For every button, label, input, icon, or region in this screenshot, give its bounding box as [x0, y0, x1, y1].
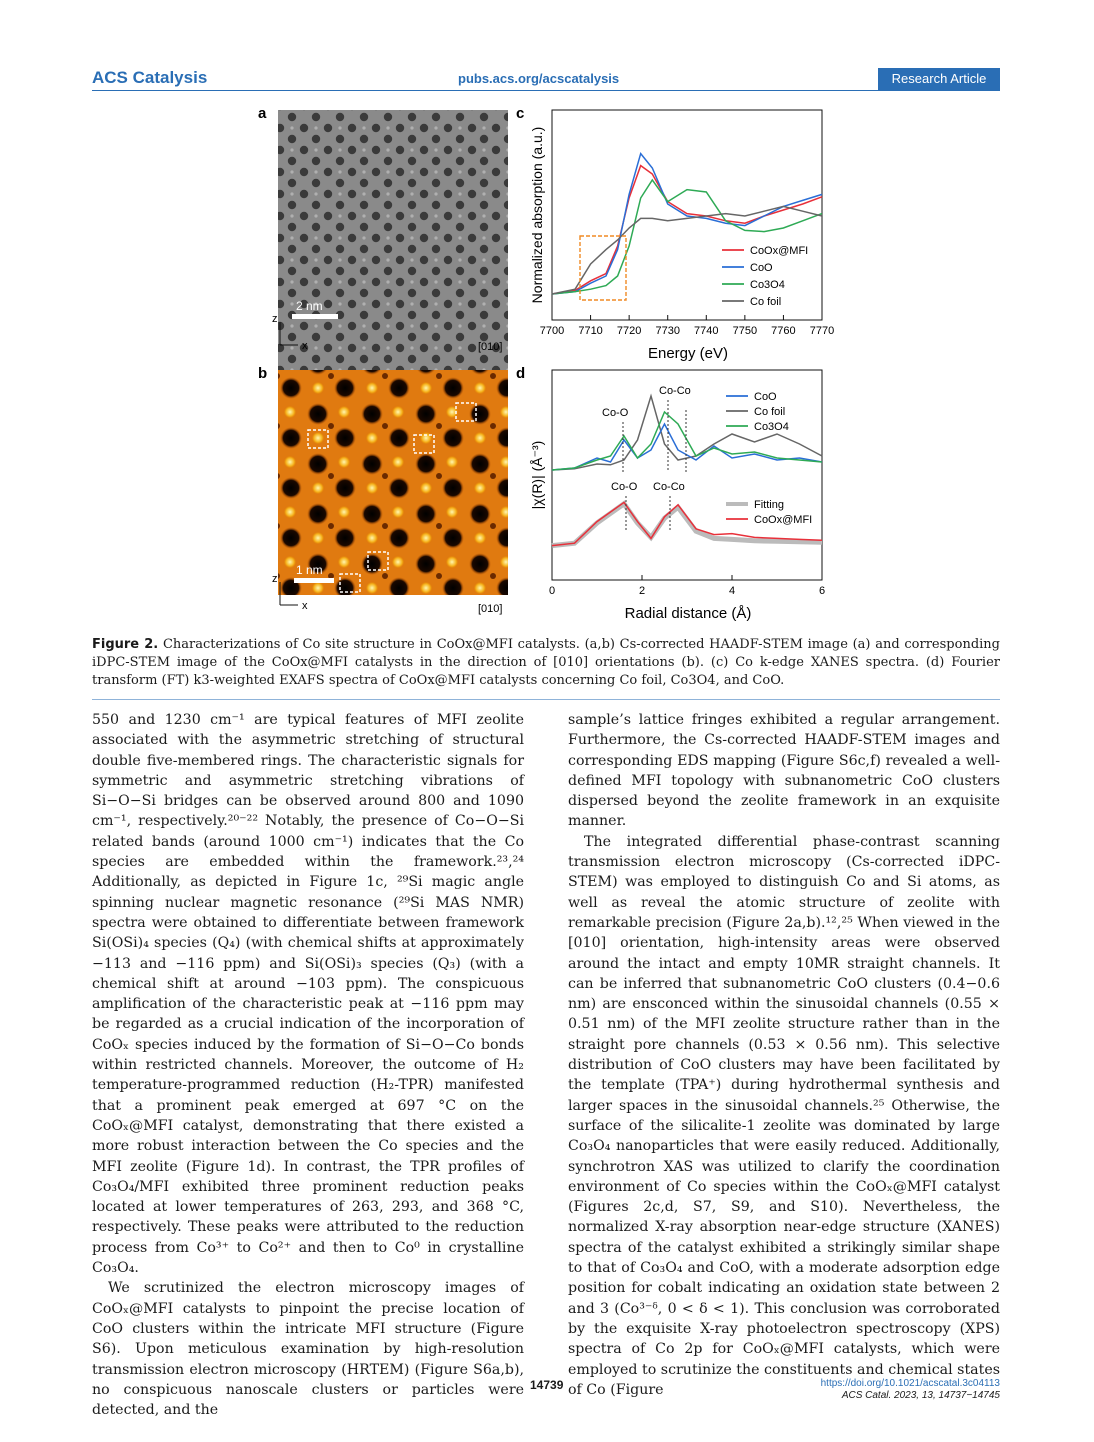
- x-tick-label: 4: [728, 585, 736, 597]
- series-line: [552, 166, 822, 294]
- annotation-co-co-bottom: Co-Co: [653, 481, 685, 493]
- plot-frame-d: [552, 370, 822, 580]
- x-tick-label: 6: [818, 585, 826, 597]
- paragraph: sample’s lattice fringes exhibited a regular arrangement. Furthermore, the Cs-corrected HAADF-STEM images and corresponding EDS mapping (Figure S6c,f) revealed a well-defined MFI topology with subnanometric CoO clusters dispersed beyond the zeolite framework in an exquisite manner.: [568, 712, 1000, 830]
- legend-label: CoO: [754, 391, 777, 403]
- ylabel-c: Normalized absorption (a.u.): [529, 126, 545, 304]
- scale-bar-b: [294, 578, 334, 583]
- panel-b-label: b: [258, 365, 268, 382]
- legend-label: CoOx@MFI: [750, 245, 809, 257]
- panel-d-label: d: [516, 365, 526, 382]
- legend-label: Co foil: [750, 296, 782, 308]
- page-number: 14739: [530, 1378, 564, 1392]
- orientation-a: [010]: [478, 341, 503, 353]
- paragraph: We scrutinized the electron microscopy images of CoOₓ@MFI catalysts to pinpoint the precise location of CoO clusters within the intricate MFI structure (Figure S6). Upon meticulous examination by high-resolution transmission electron microscopy (HRTEM) (Figure S6a,b), no conspicuous nanoscale clusters or particles were detected, and the: [92, 1280, 524, 1419]
- figure-2: [250, 100, 850, 625]
- x-tick-label: 7710: [578, 325, 603, 337]
- axis-x-b: x: [302, 600, 308, 612]
- x-tick-label: 2: [638, 585, 646, 597]
- scale-bar-a: [292, 314, 338, 319]
- axis-z-a: z: [272, 313, 278, 325]
- right-column: [568, 710, 1000, 1400]
- series-line: [552, 180, 822, 294]
- annotation-co-o-top: Co-O: [602, 407, 629, 419]
- xlabel-c: Energy (eV): [647, 345, 729, 362]
- footer-citation: [821, 1378, 1000, 1402]
- legend-label: Co3O4: [750, 279, 785, 291]
- x-tick-label: 7760: [771, 325, 796, 337]
- header-rule: [92, 90, 1000, 91]
- article-type-badge: Research Article: [878, 68, 1000, 90]
- caption-separator: [92, 699, 1000, 700]
- x-tick-label: 7720: [616, 325, 642, 337]
- panel-c-label: c: [516, 105, 525, 122]
- legend-label: CoO: [750, 262, 773, 274]
- journal-url-link[interactable]: pubs.acs.org/acscatalysis: [458, 71, 620, 86]
- caption-lead: Figure 2.: [92, 637, 159, 652]
- xlabel-d: Radial distance (Å): [624, 605, 752, 622]
- x-tick-label: 7750: [732, 325, 758, 337]
- ylabel-d: |χ(R)| (Å⁻³): [529, 440, 545, 510]
- journal-name[interactable]: ACS Catalysis: [92, 68, 208, 87]
- paragraph: 550 and 1230 cm⁻¹ are typical features of MFI zeolite associated with the asymmetric stretching of structural double five-membered rings. The characteristic signals for symmetric and asymmetric stretching vibrations of Si−O−Si bridges can be observed around 800 and 1090 cm⁻¹, respectively.²⁰⁻²² Notably, the presence of Co−O−Si related bands (around 1000 cm⁻¹) indicates that the Co species are embedded within the framework.²³,²⁴ Additionally, as depicted in Figure 1c, ²⁹Si magic angle spinning nuclear magnetic resonance (²⁹Si MAS NMR) spectra were obtained to differentiate between framework Si(OSi)₄ species (Q₄) (with chemical shifts at approximately −113 and −116 ppm) and Si(OSi)₃ species (Q₃) (with a chemical shift at around −103 ppm). The conspicuous amplification of the characteristic peak at −116 ppm may be regarded as a crucial indication of the incorporation of CoOₓ species induced by the formation of Si−O−Co bonds within restricted channels. Moreover, the outcome of H₂ temperature-programmed reduction (H₂-TPR) manifested that a prominent peak emerged at 697 °C on the CoOₓ@MFI catalyst, demonstrating that there existed a more robust interaction between the Co species and the MFI zeolite (Figure 1d). In contrast, the TPR profiles of Co₃O₄/MFI exhibited three prominent reduction peaks located at lower temperatures of 263, 293, and 368 °C, respectively. These peaks were attributed to the reduction process from Co³⁺ to Co²⁺ and then to Co⁰ in crystalline Co₃O₄.: [92, 712, 524, 1277]
- scale-label-a: 2 nm: [296, 299, 323, 313]
- doi-link[interactable]: https://doi.org/10.1021/acscatal.3c04113: [820, 1378, 1000, 1389]
- axis-z-b: z: [272, 573, 278, 585]
- legend-label: Co foil: [754, 406, 786, 418]
- x-tick-label: 7770: [809, 325, 835, 337]
- scale-label-b: 1 nm: [296, 563, 323, 577]
- xanes-plot: [529, 110, 834, 362]
- annotation-co-co-top: Co-Co: [659, 385, 691, 397]
- left-column: [92, 710, 524, 1420]
- figure-caption: [92, 636, 1000, 690]
- exafs-plot: [529, 370, 825, 622]
- panel-a-label: a: [258, 105, 267, 122]
- legend-label: Fitting: [754, 499, 784, 511]
- axis-x-a: x: [302, 340, 308, 352]
- series-line: [552, 154, 822, 294]
- legend-label: Co3O4: [754, 421, 789, 433]
- x-tick-label: 7700: [539, 325, 565, 337]
- paragraph: The integrated differential phase-contrast scanning transmission electron microscopy (Cs-corrected iDPC-STEM) was employed to distinguish Co and Si atoms, as well as reveal the atomic structure of zeolite with remarkable precision (Figure 2a,b).¹²,²⁵ When viewed in the [010] orientation, high-intensity areas were observed around the intact and empty 10MR straight channels. It can be inferred that subnanometric CoO clusters (0.4−0.6 nm) are ensconced within the sinusoidal channels (0.55 × 0.51 nm) of the MFI zeolite structure rather than in the straight pore channels (0.53 × 0.56 nm). This selective distribution of CoO clusters may have been facilitated by the template (TPA⁺) during hydrothermal synthesis and larger spaces in the sinusoidal channels.²⁵ Otherwise, the surface of the silicalite-1 zeolite was dominated by large Co₃O₄ nanoparticles that were easily reduced. Additionally, synchrotron XAS was utilized to clarify the coordination environment of Co species within the CoOₓ@MFI catalyst (Figures 2c,d, S7, S9, and S10). Nevertheless, the normalized X-ray absorption near-edge structure (XANES) spectra of the catalyst exhibited a strikingly similar shape to that of Co₃O₄ and CoO, with a moderate adsorption edge position for cobalt indicating an oxidation state between 2 and 3 (Co³⁻ᵟ, 0 < δ < 1). This conclusion was corroborated by the exquisite X-ray photoelectron spectroscopy (XPS) spectra of Co 2p for CoOₓ@MFI catalysts, which were employed to scrutinize the constituents and chemical states of Co (Figure: [568, 833, 1000, 1398]
- x-tick-label: 0: [548, 585, 556, 597]
- x-tick-label: 7730: [655, 325, 680, 337]
- orientation-b: [010]: [478, 603, 503, 615]
- x-tick-label: 7740: [694, 325, 719, 337]
- legend-label: CoOx@MFI: [754, 514, 813, 526]
- citation-text: ACS Catal. 2023, 13, 14737−14745: [841, 1390, 1000, 1401]
- caption-text: Characterizations of Co site structure in CoOx@MFI catalysts. (a,b) Cs-corrected HAADF-STEM image (a) and corresponding iDPC-STEM image of the CoOx@MFI catalysts in the direction of [010] orientations (b). (c) Co k-edge XANES spectra. (d) Fourier transform (FT) k3-weighted EXAFS spectra of CoOx@MFI catalysts concerning Co foil, Co3O4, and CoO.: [92, 637, 1000, 688]
- annotation-co-o-bottom: Co-O: [611, 481, 638, 493]
